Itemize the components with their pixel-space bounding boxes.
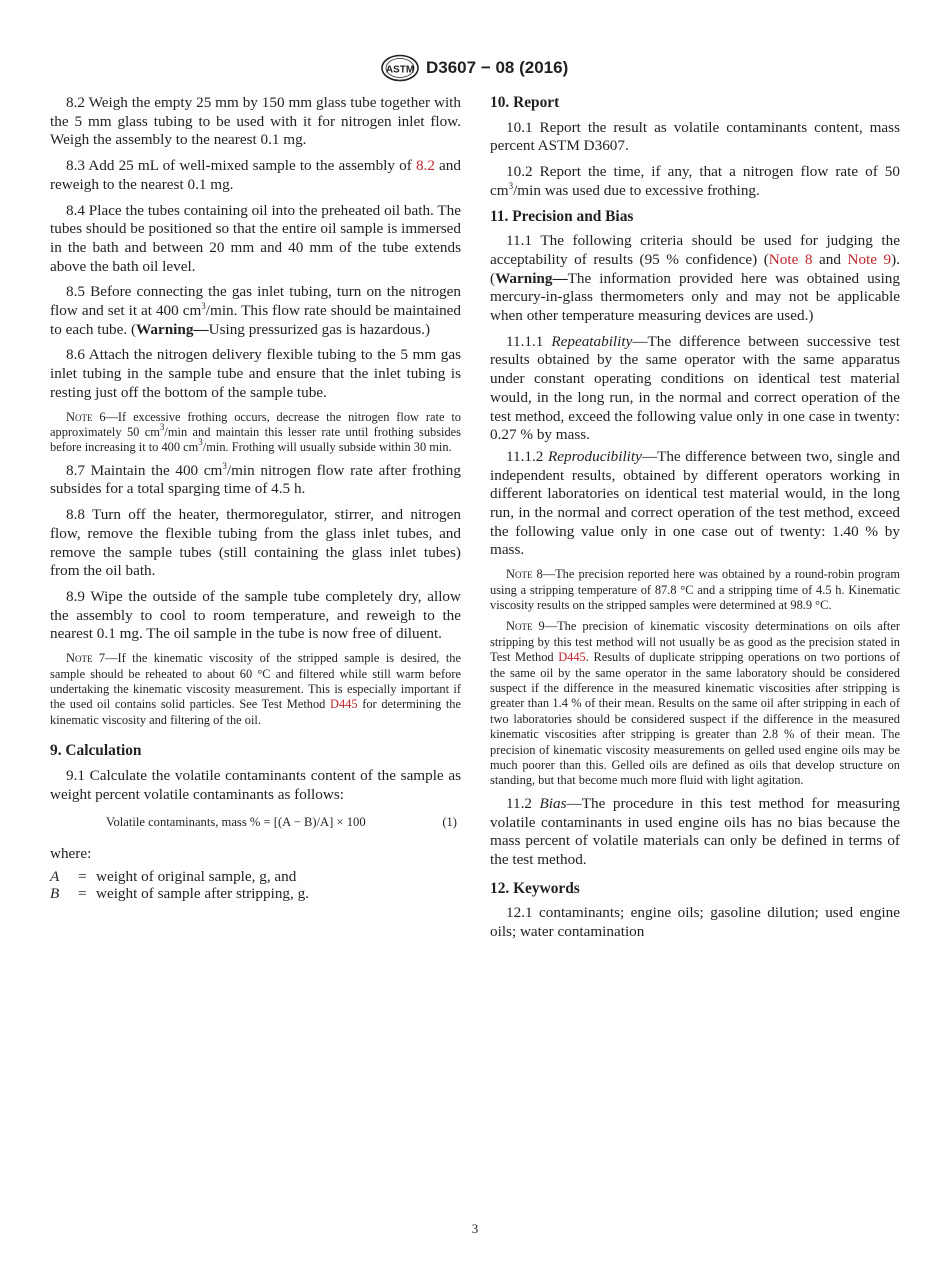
variable-list <box>50 868 461 902</box>
document-id: D3607 − 08 (2016) <box>426 58 569 77</box>
note-9: Note 9—The precision of kinematic viscosity determinations on oils after stripping by this test method will not usually be as good as the precision stated in Test Method D445. Results of duplicate stripping operations on two portions of the same oil by the same operator in the same laboratory should be considered suspect if the difference in the measured kinematic viscosities after stripping is greater than 1.4 % of their mean. Results on the same oil after stripping in each of two laboratories should be considered suspect if the difference in the measured kinematic viscosities after stripping is greater than 2.8 % of their mean. The precision of kinematic viscosity measurements on gelled used engine oils may be much poorer than this. Gelled oils are defined as oils that develop structure on standing, but that become much more fluid with light agitation. <box>490 619 900 788</box>
right-column <box>490 94 900 949</box>
astm-logo-icon <box>380 54 420 82</box>
variable-description: weight of original sample, g, and <box>96 867 297 885</box>
warning-label: Warning— <box>136 320 209 338</box>
left-column <box>50 94 461 902</box>
paragraph-11-2: 11.2 Bias—The procedure in this test method for measuring volatile contaminants in used engine oils has no bias because the mass percent of volatile materials can only be defined in terms of the test method. <box>490 794 901 868</box>
paragraph-10-1: 10.1 Report the result as volatile contaminants content, mass percent ASTM D3607. <box>490 118 900 155</box>
paragraph-8-8: 8.8 Turn off the heater, thermoregulator, stirrer, and nitrogen flow, remove the flexible tubing from the glass inlet tubes, and remove the sample tubes (still containing the glass inlet tubes) from the oil bath. <box>50 506 461 580</box>
variable-equals: = <box>78 867 87 885</box>
paragraph-8-5: 8.5 Before connecting the gas inlet tubing, turn on the nitrogen flow and set it at 400 $cm^3/\min$. This flow rate should be maintained to each tube. (Warning—Using pressurized gas is hazardous.) <box>50 283 461 338</box>
logo-text: ASTM <box>385 64 415 76</box>
equation-1 <box>50 811 461 835</box>
paragraph-8-9: 8.9 Wipe the outside of the sample tube completely dry, allow the assembly to cool to room temperature, and reweigh to the nearest 0.1 mg. The oil sample in the tube is now free of diluent. <box>50 587 461 643</box>
page-header <box>0 54 950 86</box>
equation-number: (1) <box>442 815 457 830</box>
variable-equals: = <box>78 884 87 902</box>
paragraph-11-1: 11.1 The following criteria should be used for judging the acceptability of results (95 % confidence) (Note 8 and Note 9). (Warning—The information provided here was obtained using mercury-in-glass thermometers only and may not be applicable when other temperature measuring devices are used.) <box>490 232 901 325</box>
variable-row <box>50 868 461 885</box>
paragraph-8-4: 8.4 Place the tubes containing oil into the preheated oil bath. The tubes should be positioned so that the entire oil sample is immersed in the bath and between 20 mm and 40 mm of the tube extends above the bath oil level. <box>50 201 461 275</box>
paragraph-10-2: 10.2 Report the time, if any, that a nitrogen flow rate of 50 $cm^3/\min$ was used due to excessive frothing. <box>490 163 900 199</box>
section-heading-12: 12. Keywords <box>490 879 580 897</box>
variable-description: weight of sample after stripping, g. <box>96 884 309 902</box>
link-note-9[interactable]: Note 9 <box>847 250 892 268</box>
equation-text: Volatile contaminants, mass % = [(A − B)/A] × 100 <box>106 815 366 830</box>
section-heading-9: 9. Calculation <box>50 742 142 760</box>
section-heading-10: 10. Report <box>490 94 560 111</box>
paragraph-8-6: 8.6 Attach the nitrogen delivery flexible tubing to the 5 mm gas inlet tubing in the sample tube and ensure that the inlet tubing is resting just off the bottom of the sample tube. <box>50 346 461 401</box>
where-label: where: <box>50 845 92 863</box>
paragraph-8-7: 8.7 Maintain the 400 $cm^3/\min$ nitrogen flow rate after frothing subsides for a total sparging time of 4.5 h. <box>50 460 461 498</box>
note-6: Note 6—If excessive frothing occurs, decrease the nitrogen flow rate to approximately 50 $cm^3/\min$ and maintain this lesser rate until frothing subsides before increasing it to 400 $cm^3/\min$. Frothing will usually subside within 30 min. <box>50 409 461 455</box>
paragraph-11-1-1: 11.1.1 Repeatability—The difference between successive test results obtained by the same operator with the same apparatus under constant operating conditions on identical test material would, in the long run, in the normal and correct operation of the test method, exceed the following value only in one case in twenty: 0.27 % by mass. <box>490 332 901 444</box>
paragraph-12-1: 12.1 contaminants; engine oils; gasoline dilution; used engine oils; water contamination <box>490 904 900 941</box>
section-heading-11: 11. Precision and Bias <box>490 207 634 225</box>
variable-row <box>50 885 461 902</box>
paragraph-11-1-2: 11.1.2 Reproducibility—The difference between two, single and independent results, obtained by different operators working in different laboratories on identical test material would, in the long run, in the normal and correct operation of the test method, exceed the following value only in one case out of twenty: 1.40 % by mass. <box>490 447 901 559</box>
paragraph-8-2: 8.2 Weigh the empty 25 mm by 150 mm glass tube together with the 5 mm glass tubing to be used with it for nitrogen inlet flow. Weigh the assembly to the nearest 0.1 mg. <box>50 94 461 149</box>
link-note-8[interactable]: Note 8 <box>768 250 813 268</box>
variable-symbol: B <box>50 884 60 902</box>
link-d445[interactable]: D445 <box>558 650 586 665</box>
link-d445[interactable]: D445 <box>330 697 358 712</box>
paragraph-9-1: 9.1 Calculate the volatile contaminants content of the sample as weight percent volatile contaminants as follows: <box>50 766 461 803</box>
page-number: 3 <box>471 1221 479 1236</box>
paragraph-8-3: 8.3 Add 25 mL of well-mixed sample to the assembly of 8.2 and reweigh to the nearest 0.1 mg. <box>50 157 461 193</box>
warning-label: Warning— <box>495 269 568 287</box>
note-7: Note 7—If the kinematic viscosity of the stripped sample is desired, the sample should be reheated to about 60 °C and filtered while still warm before undertaking the kinematic viscosity measurement. This is especially important if the used oil contains solid particles. See Test Method D445 for determining the kinematic viscosity and filtering of the oil. <box>50 651 461 727</box>
link-section-8-2[interactable]: 8.2 <box>415 157 435 175</box>
variable-symbol: A <box>50 867 60 885</box>
note-8: Note 8—The precision reported here was obtained by a round-robin program using a stripping temperature of 87.8 °C and a stripping time of 4.5 h. Kinematic viscosity results on the stripped samples were determined at 98.9 °C. <box>490 567 900 612</box>
